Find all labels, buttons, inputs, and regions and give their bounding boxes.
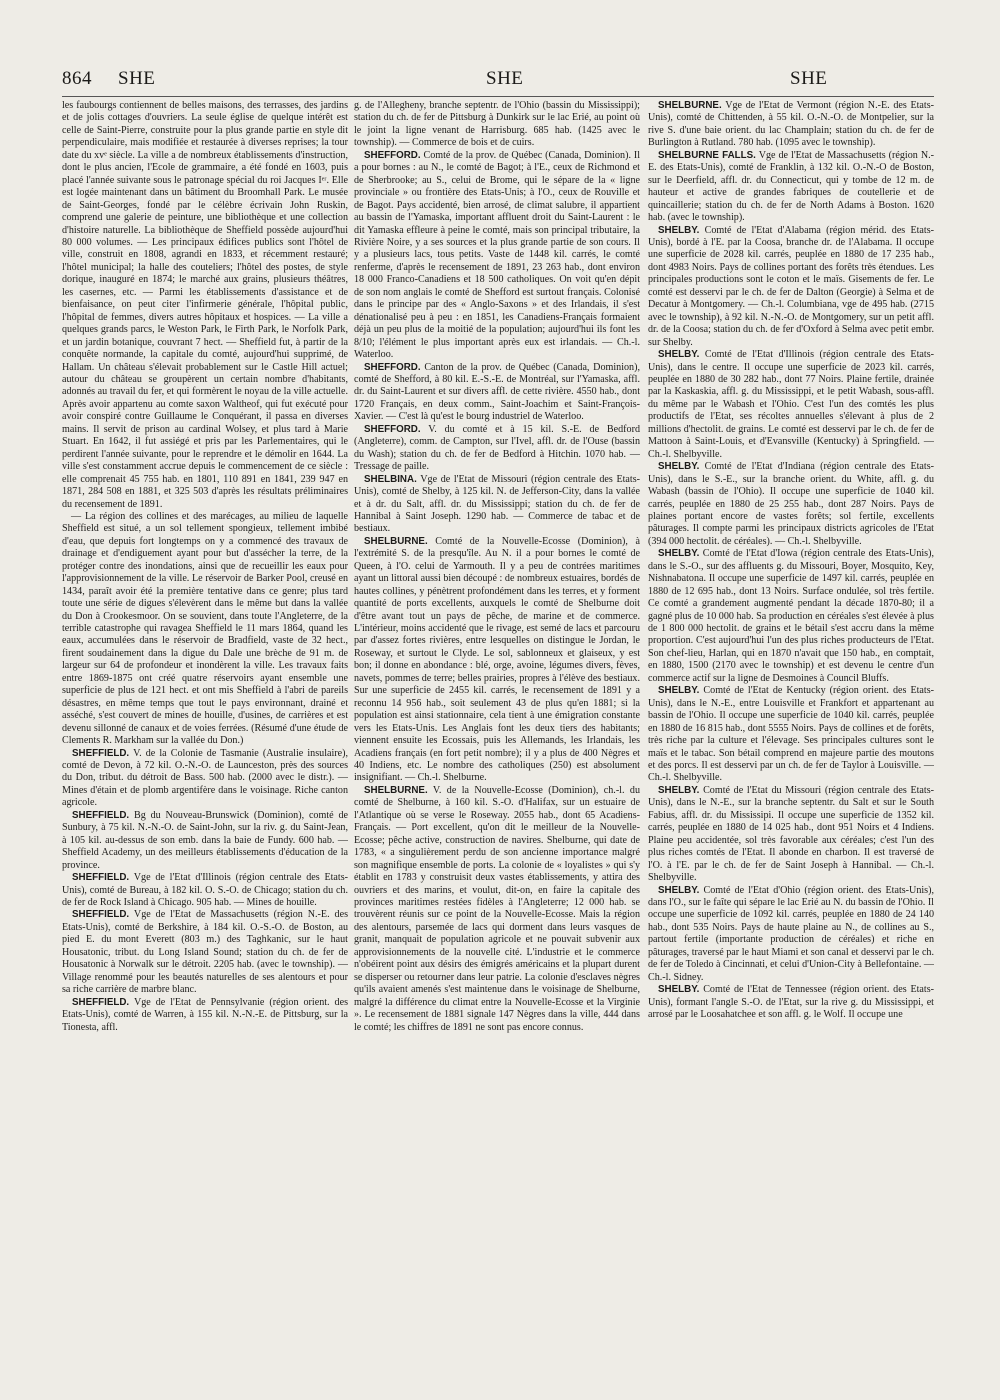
entry-text: Vge de l'Etat d'Illinois (région centrale des Etats-Unis), comté de Bureau, à 182 kil. O. S.-O. de Chicago; station du ch. de fer de Rock Island à Chicago. 905 hab. — Mines de houille. <box>62 872 348 908</box>
entry-headword: SHELBY. <box>658 984 700 996</box>
dictionary-entry <box>62 810 348 872</box>
dictionary-entry <box>648 461 934 548</box>
entry-headword: SHELBY. <box>658 224 700 236</box>
dictionary-entry <box>648 785 934 885</box>
entry-text: Comté de l'Etat de Kentucky (région orient. des Etats-Unis), dans le N.-E., entre Louisville et Frankfort et appartenant au bassin de l'Ohio. Il occupe une superficie de 1040 kil. carrés, peuplée en 1880 de 16 815 hab., dont 5555 Noirs. Pays de collines et de forêts, très riche par la culture et l'élevage. Ses principales cultures sont le maïs et le tabac. Son bétail comprend en majeure partie des moutons et des porcs. Il est desservi par un ch. de fer de Taylor à Louisville. — Ch.-l. Shelbyville. <box>648 685 934 784</box>
header-word-left: SHE <box>118 68 156 89</box>
entry-text: Comté de l'Etat de Tennessee (région orient. des Etats-Unis), formant l'angle S.-O. de l'Etat, sur la rive g. du Mississippi, et arrosé par le Loosahatchee et son affl. g. le Wolf. Il occupe une <box>648 984 934 1021</box>
entry-headword: SHELBURNE. <box>364 784 428 796</box>
entry-text: Comté de la Nouvelle-Ecosse (Dominion), à l'extrémité S. de la presqu'île. Au N. il a pour bornes le comté de Queen, à l'O. celui de Yarmouth. Il y a peu de contrées maritimes ayant un littoral aussi bien découpé : de nombreux estuaires, bordés de hautes collines, y pénètrent profondément dans les terres, et y forment quantité de ports excellents, auxquels le comté de Shelburne doit d'être avant tout un pays de pêche, de marine et de commerce. L'intérieur, moins accidenté que le rivage, est semé de lacs et parcouru par d'assez fortes rivières, entre lesquelles on distingue le Jordan, le Roseway, et surtout le Clyde. Le sol, sablonneux et glaiseux, y est bon; il donne en abondance : blé, orge, avoine, légumes divers, fèves, navets, pommes de terre; belles prairies, propres à l'élève des bestiaux. Sur une superficie de 2455 kil. carrés, le recensement de 1891 y a reconnu 14 956 hab., soit seulement 43 de plus qu'en 1881; si la population est ainsi stationnaire, cela tient à une émigration constante vers les Etats-Unis. Les Anglais font les deux tiers des habitants; viennent ensuite les Ecossais, puis les Allemands, les Irlandais, les Acadiens français (en fort petit nombre); il y a plus de 400 Nègres et 40 Indiens, etc. Le nombre des catholiques (250) est absolument insignifiant. — Ch.-l. Shelburne. <box>354 535 640 784</box>
dictionary-entry <box>648 150 934 225</box>
text-column-1 <box>62 100 348 1395</box>
entry-text: Comté de l'Etat d'Alabama (région mérid. des Etats-Unis), bordé à l'E. par la Coosa, branche dr. de l'Alabama. Il occupe une superficie de 2028 kil. carrés, peuplée en 1880 de 17 235 hab., dont 4983 Noirs. Pays de collines portant des forêts très étendues. Les principales productions sont le coton et le maïs. Gisements de fer. Le comté est desservi par le ch. de fer de Dalton (Georgie) à Selma et de Decatur à Montgomery. — Ch.-l. Columbiana, vge de 495 hab. (2715 avec le township), à 92 kil. N.-N.-O. de Montgomery, sur un petit affl. dr. de la Coosa; station du ch. de fer d'Oxford à Selma avec petit embr. sur Shelby. <box>648 224 934 348</box>
dictionary-entry <box>648 548 934 685</box>
entry-headword: SHEFFIELD. <box>72 747 130 759</box>
entry-headword: SHELBURNE FALLS. <box>658 149 756 161</box>
entry-headword: SHEFFORD. <box>364 361 421 373</box>
dictionary-entry <box>62 748 348 810</box>
text-column-3 <box>648 100 934 1395</box>
page-number: 864 <box>62 68 92 89</box>
entry-text: Vge de l'Etat de Vermont (région N.-E. des Etats-Unis), comté de Chittenden, à 55 kil. O.-N.-O. de Montpelier, sur la rive S. d'une baie orient. du lac Champlain; station du ch. de fer de Burlington à Rutland. 780 hab. (1095 avec le township). <box>648 100 934 149</box>
entry-text: les faubourgs contiennent de belles maisons, des terrasses, des jardins et de jolis cottages d'ouvriers. La seule église de quelque intérêt est celle de Saint-Pierre, construite pour la plus grande partie en style dit perpendiculaire, mais modifiée et restaurée à diverses reprises; la tour date du xvᵉ siècle. La ville a de nombreux établissements d'instruction, dont le plus ancien, l'Ecole de grammaire, a été fondé en 1603, puis placé l'année suivante sous le patronage spécial du roi Jacques Iᵉʳ. Elle est logée maintenant dans un bâtiment du Broomhall Park. Le musée de Saint-Georges, fondé par le célèbre écrivain John Ruskin, comprend une galerie de peinture, une bibliothèque et une collection d'histoire naturelle. La bibliothèque de Sheffield possède aujourd'hui 80 000 volumes. — Les principaux édifices publics sont l'hôtel de ville, construit en 1808, agrandi en 1833, et récemment restauré; l'hôtel municipal; la halle des couteliers; l'hôtel des postes, de style dorique, inauguré en 1874; le marché aux grains, plusieurs théâtres, les casernes, etc. — Parmi les établissements d'assistance et de bienfaisance, on peut citer l'infirmerie générale, l'hôpital public, l'hôpital de femmes, divers autres hôpitaux et hospices. — La ville a quelques grands parcs, le Weston Park, le Firth Park, le Norfolk Park, et un jardin botanique, couvrant 7 hect. — Sheffield fut, à partir de la conquête normande, la capitale du comté, aujourd'hui supprimé, de Hallam. Un château s'élevait probablement sur le Castle Hill actuel; autour du château se groupèrent un certain nombre d'habitants, adonnés au travail du fer, et qui formèrent le noyau de la ville actuelle. Après avoir appartenu au comte saxon Waltheof, qui fut exécuté pour avoir conspiré contre Guillaume le Conquérant, il passa en diverses mains. Il servit de prison au cardinal Wolsey, et plus tard à Marie Stuart. En 1642, il fut assiégé et pris par les Parlementaires, qui le perdirent l'année suivante, pour le reprendre et le démolir en 1644. La ville s'est constamment accrue depuis le commencement de ce siècle : elle comprenait 45 755 hab. en 1801, 110 891 en 1841, 239 947 en 1871, 284 508 en 1881, et 325 503 d'après les résultats préliminaires du recensement de 1891. <box>62 100 348 510</box>
dictionary-entry <box>354 424 640 474</box>
dictionary-entry <box>62 909 348 996</box>
entry-text: g. de l'Allegheny, branche septentr. de l'Ohio (bassin du Mississippi); station du ch. de fer de Pittsburg à Dunkirk sur le lac Erié, au point où le joint la ligne venant de Harrisburg. 685 hab. (1425 avec le township). — Commerce de bois et de cuirs. <box>354 100 640 149</box>
entry-text: V. du comté et à 15 kil. S.-E. de Bedford (Angleterre), comm. de Campton, sur l'Ivel, affl. dr. de l'Ouse (bassin du Wash); station du ch. de fer de Bedford à Hitchin. 1070 hab. — Tressage de paille. <box>354 423 640 473</box>
dictionary-entry <box>648 984 934 1021</box>
entry-text: Vge de l'Etat de Massachusetts (région N.-E. des Etats-Unis), comté de Berkshire, à 184 kil. O.-S.-O. de Boston, au pied E. du mont Everett (803 m.) des Taghkanic, sur le haut Housatonic, tribut. du Long Island Sound; station du ch. de fer de Housatonic à Norwalk sur le détroit. 2205 hab. (avec le township). — Village renommé pour les beautés naturelles de ses alentours et pour sa riche carrière de marbre blanc. <box>62 909 348 996</box>
entry-headword: SHELBY. <box>658 349 700 361</box>
entry-paragraph <box>62 511 348 748</box>
entry-headword: SHELBURNE. <box>364 535 428 547</box>
dictionary-entry <box>354 536 640 785</box>
entry-text: Bg du Nouveau-Brunswick (Dominion), comté de Sunbury, à 75 kil. N.-N.-O. de Saint-John, sur la riv. g. du Saint-Jean, à 105 kil. au-dessus de son emb. dans la baie de Fundy. 600 hab. — Sheffield Academy, un des meilleurs établissements d'éducation de la province. <box>62 809 348 871</box>
entry-text: — La région des collines et des marécages, au milieu de laquelle Sheffield est situé, a un sol tellement spongieux, tellement imbibé d'eau, que depuis fort longtemps on y a commencé des travaux de drainage et d'endiguement ayant pour but d'assécher la terre, de la protéger contre des inondations, ainsi que de recueillir les eaux pour l'approvisionnement de la ville. Le réservoir de Barker Pool, creusé en 1434, paraît avoir été la première tentative dans ce genre; plus tard toute une série de digues s'élevèrent dans le même but dans la vallée du Don à Crookesmoor. On se souvient, dans toute l'Angleterre, de la terrible catastrophe qui ravagea Sheffield le 11 mars 1864, quand les eaux, accumulées dans le réservoir de Bradfield, vaste de 32 hect., firent soudainement dans la digue du Dale une brèche de 91 m. de largeur sur 64 de profondeur et inondèrent la ville. Les travaux faits entre 1869-1875 ont créé quatre réservoirs ayant ensemble une superficie de plus de 121 hect. et ont mis Sheffield à l'abri de pareils désastres, en même temps que tout le pays environnant, drainé et asséché, s'est couvert de mines de houille, d'usines, de carrières et est devenu sillonné de canaux et de voies ferrées. (Résumé d'une étude de Clements R. Markham sur la vallée du Don.) <box>62 510 348 747</box>
header-word-center: SHE <box>486 68 524 89</box>
entry-headword: SHELBY. <box>658 685 700 697</box>
dictionary-entry <box>648 885 934 985</box>
dictionary-entry <box>62 997 348 1034</box>
entry-text: Vge de l'Etat de Pennsylvanie (région orient. des Etats-Unis), comté de Warren, à 155 kil. N.-N.-E. de Pittsburg, sur la Tionesta, affl. <box>62 996 348 1033</box>
dictionary-entry <box>648 225 934 350</box>
entry-text: Comté de l'Etat d'Iowa (région centrale des Etats-Unis), dans le S.-O., sur des affluents g. du Missouri, Boyer, Mosquito, Key, Nishnabatona. Il occupe une superficie de 1497 kil. carrés, peuplée en 1880 de 12 695 hab., dont 13 Noirs. Surface ondulée, sol très fertile. Ce comté a grandement augmenté pendant la décade 1870-80; il a gagné plus de 10 000 hab. Sa production en céréales s'est élevée à plus de 1 800 000 hectolit. de grains et le bétail s'est accru dans la même proportion. C'est aujourd'hui l'un des plus riches producteurs de l'Etat. Son chef-lieu, Harlan, qui en 1870 n'avait que 150 hab., en comptait, en 1880, 1500 (2170 avec le township) et est devenu le centre d'un commerce actif sur la ligne de Desmoines à Council Bluffs. <box>648 548 934 684</box>
dictionary-entry <box>648 100 934 150</box>
entry-text: Vge de l'Etat de Massachusetts (région N.-E. des Etats-Unis), comté de Franklin, à 132 kil. O.-N.-O de Boston, sur le Deerfield, affl. dr. du Connecticut, qui y tombe de 12 m. de hauteur et active de grandes fabriques de coutellerie et de quincaillerie; station du ch. de fer de North Adams à Boston. 1620 hab. (avec le township). <box>648 149 934 224</box>
entry-headword: SHELBY. <box>658 884 700 896</box>
entry-text: Comté de l'Etat d'Illinois (région centrale des Etats-Unis), dans le centre. Il occupe une superficie de 2023 kil. carrés, peuplée en 1880 de 30 282 hab., dont 77 Noirs. Plaine fertile, drainée par la Kaskaskia, affl. g. du Mississippi, et le petit Wabash, sous-affl. du même par le Wabash et l'Ohio. C'est l'un des comtés les plus productifs de l'Etat, ses récoltes annuelles s'élevant à plus de 2 millions d'hectolit. de grains. Le comté est desservi par le ch. de fer de Mattoon à Saint-Louis, et d'Evansville (Kentucky) à Springfield. — Ch.-l. Shelbyville. <box>648 349 934 460</box>
running-header <box>0 68 1000 94</box>
entry-text: Comté de la prov. de Québec (Canada, Dominion). Il a pour bornes : au N., le comté de Bagot; à l'E., ceux de Richmond et de Sherbrooke; au S., celui de Brome, qui le sépare de la « ligne provinciale » ou frontière des Etats-Unis; à l'O., ceux de Rouville et de Bagot. Pays accidenté, bien arrosé, de climat salubre, il appartient au bassin de l'Yamaska, important affluent droit du Saint-Laurent : le dit Yamaska effleure à peine le comté, mais son principal tributaire, la Rivière Noire, y a ses sources et la plus grande partie de son cours. Il y a plusieurs lacs, tous petits. Vaste de 1448 kil. carrés, le comté renferme, d'après le recensement de 1891, 23 263 hab., dont environ 18 000 Franco-Canadiens et 18 500 catholiques. On voit qu'en dépit de son nom anglais le comté de Shefford est surtout français. Colonisé dans le principe par des « Anglo-Saxons » et des Irlandais, il s'est dénationalisé peu à peu : en 1851, les Canadiens-Français formaient déjà un peu plus de la moitié de la population; aujourd'hui ils font les 8/10; l'élément le plus important après eux est irlandais. — Ch.-l. Waterloo. <box>354 149 640 361</box>
header-rule <box>62 96 934 97</box>
entry-text: Vge de l'Etat de Missouri (région centrale des Etats-Unis), comté de Shelby, à 125 kil. N. de Jefferson-City, dans la vallée et à dr. du Salt, affl. dr. du Mississippi; station du ch. de fer de Hannibal à Saint Joseph. 1290 hab. — Commerce de tabac et de bestiaux. <box>354 473 640 535</box>
entry-paragraph <box>354 100 640 150</box>
entry-headword: SHELBY. <box>658 784 700 796</box>
entry-headword: SHEFFIELD. <box>72 996 130 1008</box>
dictionary-entry <box>62 872 348 909</box>
entry-headword: SHEFFIELD. <box>72 872 130 884</box>
entry-text: V. de la Colonie de Tasmanie (Australie insulaire), comté de Devon, à 72 kil. O.-N.-O. de Launceston, près des sources du Don, tribut. du détroit de Bass. 500 hab. (2000 avec le distr.). — Mines d'étain et de plomb argentifère dans le voisinage. Riche canton agricole. <box>62 747 348 809</box>
entry-headword: SHEFFIELD. <box>72 909 130 921</box>
dictionary-entry <box>354 785 640 1034</box>
entry-headword: SHELBURNE. <box>658 100 722 111</box>
entry-headword: SHELBY. <box>658 548 700 560</box>
entry-headword: SHELBINA. <box>364 473 417 485</box>
entry-text: Comté de l'Etat d'Ohio (région orient. des Etats-Unis), dans l'O., sur le faîte qui sépare le lac Erié au N. du bassin de l'Ohio. Il occupe une superficie de 1092 kil. carrés, peuplée en 1880 de 24 140 hab., dont 535 Noirs. Pays de haute plaine au N., de collines au S., partout fertile (importante production de céréales) et riche en pâturages, traversé par le haut Miami et son canal et desservi par le ch. de fer de Toledo à Cincinnati, et celui d'Union-City à Bellefontaine. — Ch.-l. Sidney. <box>648 884 934 983</box>
dictionary-entry <box>648 685 934 785</box>
text-column-2 <box>354 100 640 1395</box>
entry-text: Canton de la prov. de Québec (Canada, Dominion), comté de Shefford, à 80 kil. E.-S.-E. de Montréal, sur l'Yamaska, affl. dr. du Saint-Laurent et sur divers affl. de cette rivière. 4550 hab., dont 1720 Français, en deux comm., Saint-Joachim et Saint-François-Xavier. — C'est là qu'est le bourg industriel de Waterloo. <box>354 361 640 423</box>
entry-headword: SHEFFIELD. <box>72 809 130 821</box>
entry-headword: SHEFFORD. <box>364 149 421 161</box>
entry-headword: SHEFFORD. <box>364 423 421 435</box>
dictionary-entry <box>354 474 640 536</box>
entry-headword: SHELBY. <box>658 461 700 473</box>
entry-text: V. de la Nouvelle-Ecosse (Dominion), ch.-l. du comté de Shelburne, à 160 kil. S.-O. d'Halifax, sur un estuaire de l'Atlantique où se verse le Roseway. 2055 hab., dont 65 Acadiens-Français. — Port excellent, qu'on dit le meilleur de la Nouvelle-Ecosse; pêche active, construction de navires. Shelburne, qui date de 1783, « a singulièrement perdu de son ancienne importance malgré son magnifique ensemble de ports. La colonie de « loyalistes » qui s'y établit en 1783 y construisit deux vastes établissements, y attira des ouvriers et des marins, et voulut, dit-on, en faire la capitale des provinces maritimes restées fidèles à l'Angleterre; 12 000 hab. se trouvèrent réunis sur ce point de la Nouvelle-Ecosse. Mais la région des alentours, parsemée de lacs qui dorment dans leurs vasques de granit, manquait de population agricole et ne pouvait subvenir aux approvisionnements de la nouvelle cité. L'industrie et le commerce n'obéirent point aux désirs des émigrés américains et la plupart durent se disperser ou retourner dans leur patrie. La colonie d'esclaves nègres qu'ils avaient amenés s'est maintenue dans le voisinage de Shelburne, malgré la différence du climat entre la Nouvelle-Ecosse et la Virginie ». Le recensement de 1881 signale 147 Nègres dans la ville, 444 dans le comté; les chiffres de 1891 ne sont pas encore connus. <box>354 784 640 1033</box>
entry-paragraph <box>62 100 348 511</box>
header-word-right: SHE <box>790 68 828 89</box>
dictionary-entry <box>354 362 640 424</box>
entry-text: Comté de l'Etat d'Indiana (région centrale des Etats-Unis), dans le S.-E., sur la branche orient. du White, affl. g. du Wabash (bassin de l'Ohio). Il occupe une superficie de 1040 kil. carrés, peuplée en 1880 de 25 255 hab., dont 287 Noirs. Pays de plaines portant encore de vastes forêts; sol fertile, excellents pâturages. Il compte parmi les principaux districts agricoles de l'Etat (394 000 hectolit. de céréales). — Ch.-l. Shelbyville. <box>648 461 934 547</box>
dictionary-entry <box>648 349 934 461</box>
dictionary-entry <box>354 150 640 362</box>
entry-text: Comté de l'Etat du Missouri (région centrale des Etats-Unis), dans le N.-E., sur la branche septentr. du Salt et sur le South Fabius, affl. dr. du Mississipi. Il occupe une superficie de 1352 kil. carrés, peuplée en 1880 de 14 025 hab., dont 951 Noirs et 4 Indiens. Plaine peu accidentée, sol très favorable aux céréales; c'est l'un des plus riches comtés de l'Etat. Il abonde en charbon. Il est traversé de l'O. à l'E. par le ch. de fer de Saint Joseph à Hannibal. — Ch.-l. Shelbyville. <box>648 784 934 884</box>
